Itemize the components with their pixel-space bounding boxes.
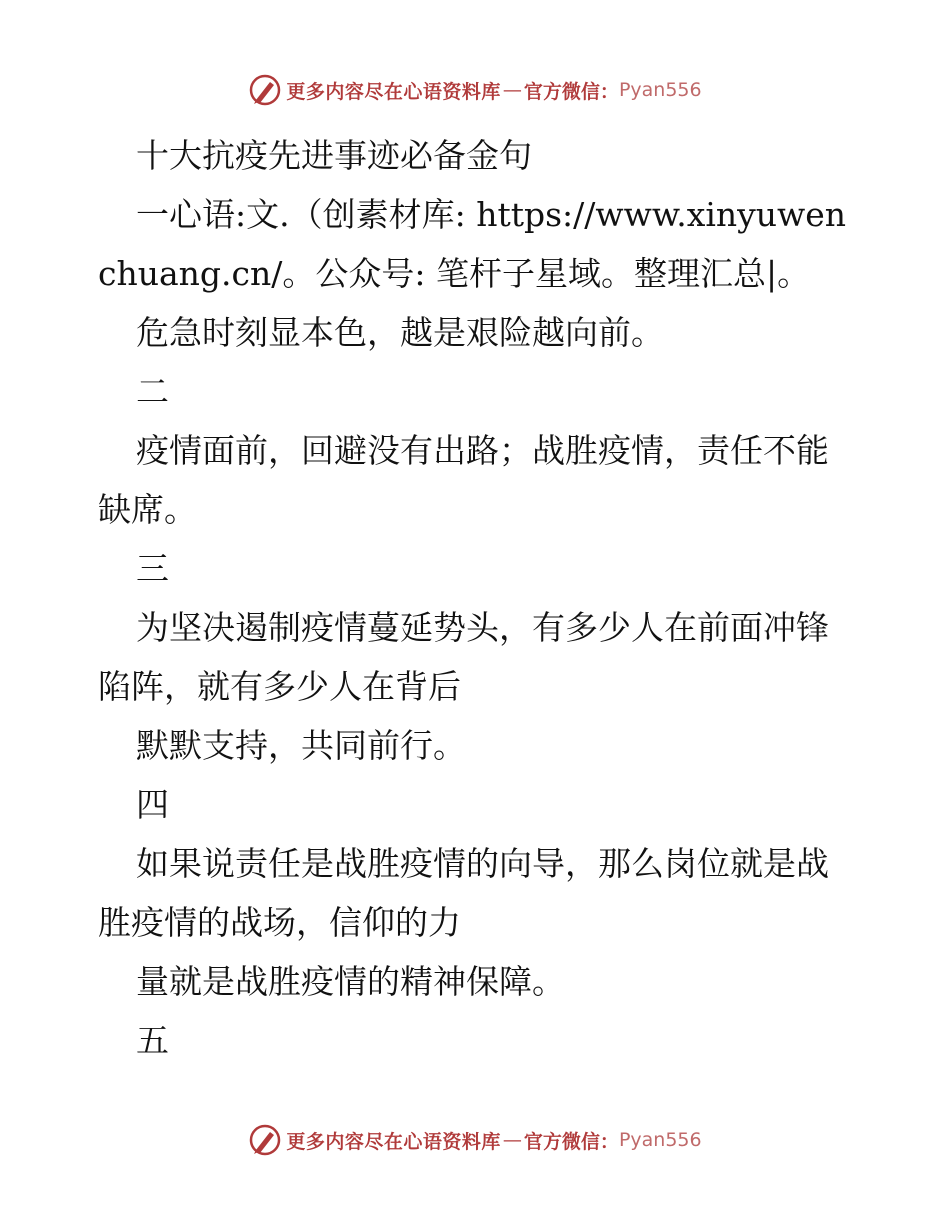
- banner-dash: —: [502, 79, 522, 101]
- banner-dash: —: [502, 1129, 522, 1151]
- banner-wechat-id: Pyan556: [618, 79, 702, 101]
- quote-3-part-1: 为坚决遏制疫情蔓延势头，有多少人在前面冲锋陷阵，就有多少人在背后: [98, 608, 829, 706]
- quote-3-part-2: 默默支持，共同前行。: [136, 726, 466, 765]
- banner-contact-label: 官方微信：: [523, 80, 619, 103]
- pen-logo-icon: [248, 73, 282, 107]
- pen-logo-icon: [248, 1123, 282, 1157]
- quote-4-part-2: 量就是战胜疫情的精神保障。: [136, 962, 565, 1001]
- doc-title: 十大抗疫先进事迹必备金句: [136, 136, 532, 175]
- header-watermark-banner: [0, 70, 950, 110]
- section-number-4: 四: [136, 785, 169, 824]
- section-number-2: 二: [136, 372, 169, 411]
- quote-4-part-1: 如果说责任是战胜疫情的向导，那么岗位就是战胜疫情的战场，信仰的力: [98, 844, 829, 942]
- section-number-3: 三: [136, 549, 169, 588]
- doc-source-note: 一心语:文.（创素材库: https://www.xinyuwenchuang.cn/。公众号: 笔杆子星域。整理汇总|。: [98, 195, 847, 293]
- banner-slogan: 更多内容尽在心语资料库: [286, 1130, 501, 1153]
- quote-1: 危急时刻显本色，越是艰险越向前。: [136, 313, 664, 352]
- quote-2: 疫情面前，回避没有出路；战胜疫情，责任不能缺席。: [98, 431, 829, 529]
- banner-slogan: 更多内容尽在心语资料库: [286, 80, 501, 103]
- section-number-5: 五: [136, 1021, 169, 1060]
- document-body: [98, 126, 858, 1070]
- banner-contact-label: 官方微信：: [523, 1130, 619, 1153]
- footer-watermark-banner: [0, 1120, 950, 1160]
- banner-wechat-id: Pyan556: [618, 1129, 702, 1151]
